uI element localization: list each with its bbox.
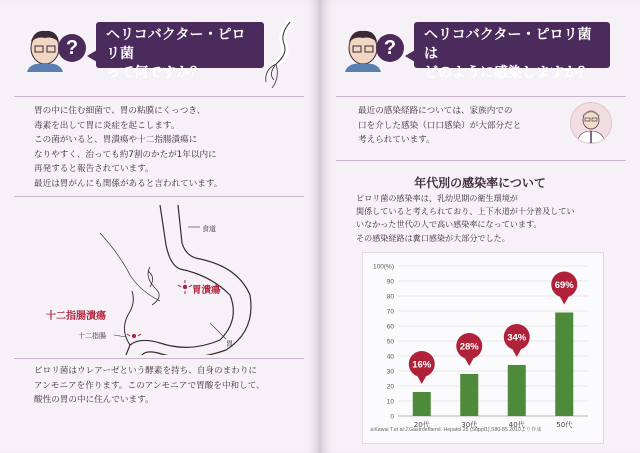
value-pin-pointer: [559, 296, 569, 305]
left-divider-top: [14, 96, 304, 97]
value-label: 69%: [554, 280, 574, 291]
right-divider-mid: [336, 160, 626, 161]
x-category-label: 50代: [556, 421, 573, 429]
y-tick-label: 10: [386, 398, 394, 406]
left-banner-line1: ヘリコバクター・ピロリ菌: [106, 27, 246, 62]
right-divider-top: [336, 96, 626, 97]
y-tick-label: 70: [386, 308, 394, 316]
value-pin-pointer: [417, 375, 427, 384]
y-tick-label: 90: [386, 278, 394, 286]
value-pin: [504, 324, 530, 357]
bar-30代: [460, 374, 478, 416]
x-category-label: 20代: [413, 421, 430, 429]
question-icon-right: ?: [376, 34, 404, 62]
value-pin: [409, 351, 435, 384]
bar-20代: [413, 392, 431, 416]
chart-source: ※Kawai T.et al:J.Gastroenterol. Hepatol.25 (Suppl1),S80-85.2010より作成: [370, 427, 542, 433]
bar-40代: [508, 365, 526, 416]
value-pin: [456, 333, 482, 366]
value-pin-pointer: [512, 348, 522, 357]
label-duodenal-ulcer: 十二指腸潰瘍: [46, 311, 106, 322]
y-tick-label: 30: [386, 368, 394, 376]
y-tick-label: 60: [386, 323, 394, 331]
right-banner-line2: どのように感染しますか？: [424, 65, 592, 81]
left-paragraph: 胃の中に住む細菌で、胃の粘膜にくっつき、 毒素を出して胃に炎症を起こします。 この菌がいると、胃潰瘍や十二指腸潰瘍に なりやすく、治っても約7割のかたが1年以内に 再発すると報告されています。 最近は胃がんにも関係があると言われています。: [34, 106, 223, 189]
y-tick-label: 0: [390, 413, 394, 421]
bar-50代: [555, 313, 573, 417]
value-pin-pointer: [464, 357, 474, 366]
y-tick-label: 80: [386, 293, 394, 301]
label-stomach-ulcer: 胃潰瘍: [192, 285, 221, 296]
right-banner-line1: ヘリコバクター・ピロリ菌は: [424, 27, 592, 62]
label-esophagus: 食道: [202, 225, 216, 233]
infection-rate-text: ピロリ菌の感染率は、乳幼児期の衛生環境が 関係していると考えられており、上下水道が十分普及してい いなかった世代の人で高い感染率になっています。 その感染経路は糞口感染が大部分でした。: [356, 193, 575, 243]
left-divider-mid: [14, 196, 304, 197]
label-stomach: 胃: [226, 340, 233, 348]
y-tick-label: 50: [386, 338, 394, 346]
y-tick-label: 20: [386, 383, 394, 391]
value-label: 28%: [459, 341, 479, 353]
y-tick-label: 40: [386, 353, 394, 361]
right-paragraph: 最近の感染経路については、家族内での 口を介した感染（口口感染）が大部分だと 考えられています。: [358, 106, 522, 146]
label-duodenum: 十二指腸: [78, 332, 106, 340]
infection-rate-title: 年代別の感染率について: [414, 176, 546, 190]
question-icon: ?: [58, 34, 86, 62]
doctor-illustration: [570, 102, 612, 144]
left-bottom-text: ピロリ菌はウレアーゼという酵素を持ち、自身のまわりに アンモニアを作ります。このアンモニアで胃酸を中和して、 酸性の胃の中に住んでいます。: [34, 366, 265, 406]
chart-canvas: [362, 252, 602, 442]
x-category-label: 30代: [461, 421, 478, 429]
x-category-label: 40代: [508, 421, 525, 429]
value-pin: [551, 272, 577, 305]
value-label: 34%: [507, 332, 527, 344]
left-banner: [96, 22, 264, 81]
value-label: 16%: [412, 359, 432, 371]
right-banner: [414, 22, 610, 81]
y-tick-label: 100(%): [373, 263, 394, 271]
bacteria-illustration: [246, 14, 302, 92]
left-divider-bottom: [14, 358, 304, 359]
left-banner-line2: って何ですか？: [106, 65, 204, 81]
